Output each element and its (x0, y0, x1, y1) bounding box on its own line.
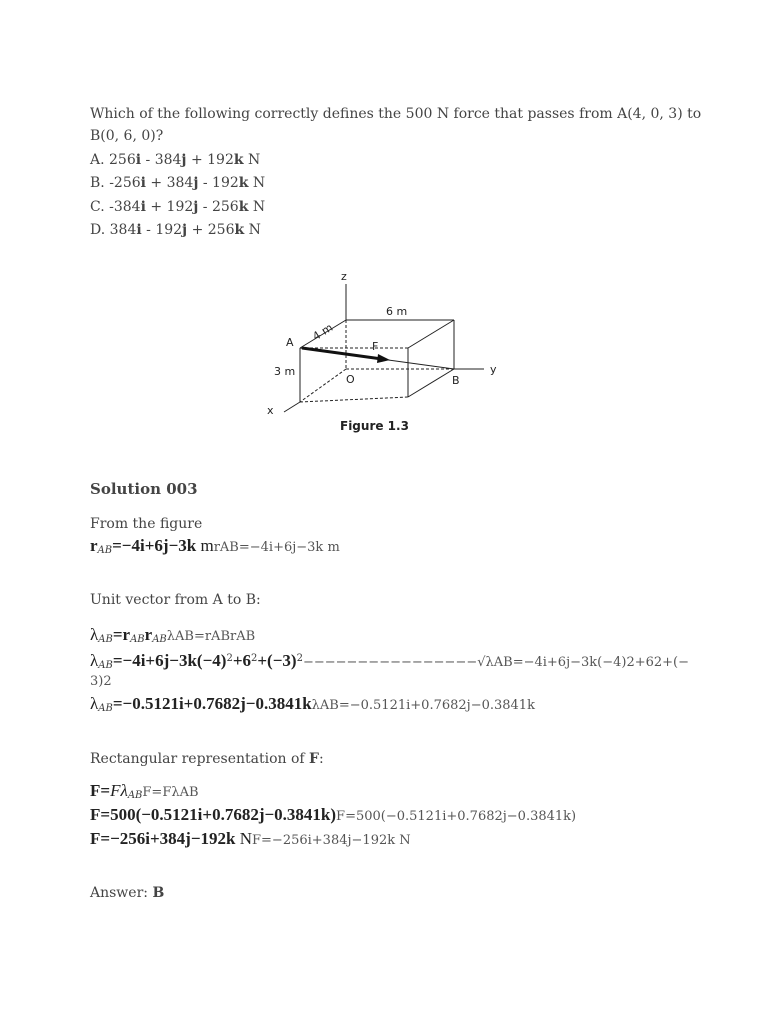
r-ab-equation: $r_{AB}=-4i+6j-3k$ mrAB=−4i+6j−3k m (90, 536, 340, 556)
box-edge-hidden (300, 397, 408, 402)
lambda-definition: $\lambda_{AB}=r_{AB}r_{AB}\lambda AB=rABrAB$ (90, 625, 256, 645)
lambda-calculation: $\lambda_{AB}=-4i+6j-3k(-4)^2+6^2+(-3)^2----------------√\lambda AB=-4i+6j-3k(-4)2+62+(-$ (90, 651, 690, 671)
question-line-2: B(0, 6, 0)? (90, 128, 164, 144)
label-y: y (490, 363, 497, 376)
box-edge (408, 369, 454, 397)
label-x: x (267, 404, 274, 417)
box-edge (408, 320, 454, 348)
option-c: C. -384i + 192j - 256k N (90, 199, 266, 215)
label-a: A (286, 336, 294, 349)
label-b: B (452, 374, 460, 387)
lambda-calculation-wrap: 3)2 (90, 674, 112, 689)
force-equation-3: F=−256i+384j−192k NF=−256i+384j−192k N (90, 829, 411, 848)
figure-caption: Figure 1.3 (340, 419, 409, 433)
force-equation-2: F=500(−0.5121i+0.7682j−0.3841k)F=500(−0.5121i+0.7682j−0.3841k) (90, 805, 577, 824)
box-edge-hidden (300, 369, 346, 402)
label-o: O (346, 373, 355, 386)
solution-title: Solution 003 (90, 480, 198, 498)
label-f: F (372, 340, 379, 353)
label-z: z (341, 270, 347, 283)
force-arrow-head (377, 354, 390, 363)
from-figure-text: From the figure (90, 516, 203, 532)
answer-line: Answer: B (90, 885, 165, 901)
figure-box-diagram (262, 264, 512, 436)
force-equation-1: $F=F\lambda_{AB}F=F\lambda AB$ (90, 781, 199, 801)
option-a: A. 256i - 384j + 192k N (90, 152, 261, 168)
lambda-result: $\lambda_{AB}=-0.5121i+0.7682j-0.3841k\lambda AB=-0.5121i+0.7682j-0.3841k$ (90, 694, 535, 714)
question-line-1: Which of the following correctly defines the 500 N force that passes from A(4, 0, 3) to (90, 106, 702, 122)
unit-vector-label: Unit vector from A to B: (90, 592, 261, 608)
option-d: D. 384i - 192j + 256k N (90, 222, 261, 238)
x-axis-line (284, 402, 300, 412)
option-b: B. -256i + 384j - 192k N (90, 175, 266, 191)
label-4m: 4 m (310, 320, 336, 344)
force-arrow-shaft (302, 348, 382, 359)
label-3m: 3 m (274, 365, 296, 378)
rect-representation-label: Rectangular representation of F: (90, 751, 324, 767)
label-6m: 6 m (386, 305, 408, 318)
